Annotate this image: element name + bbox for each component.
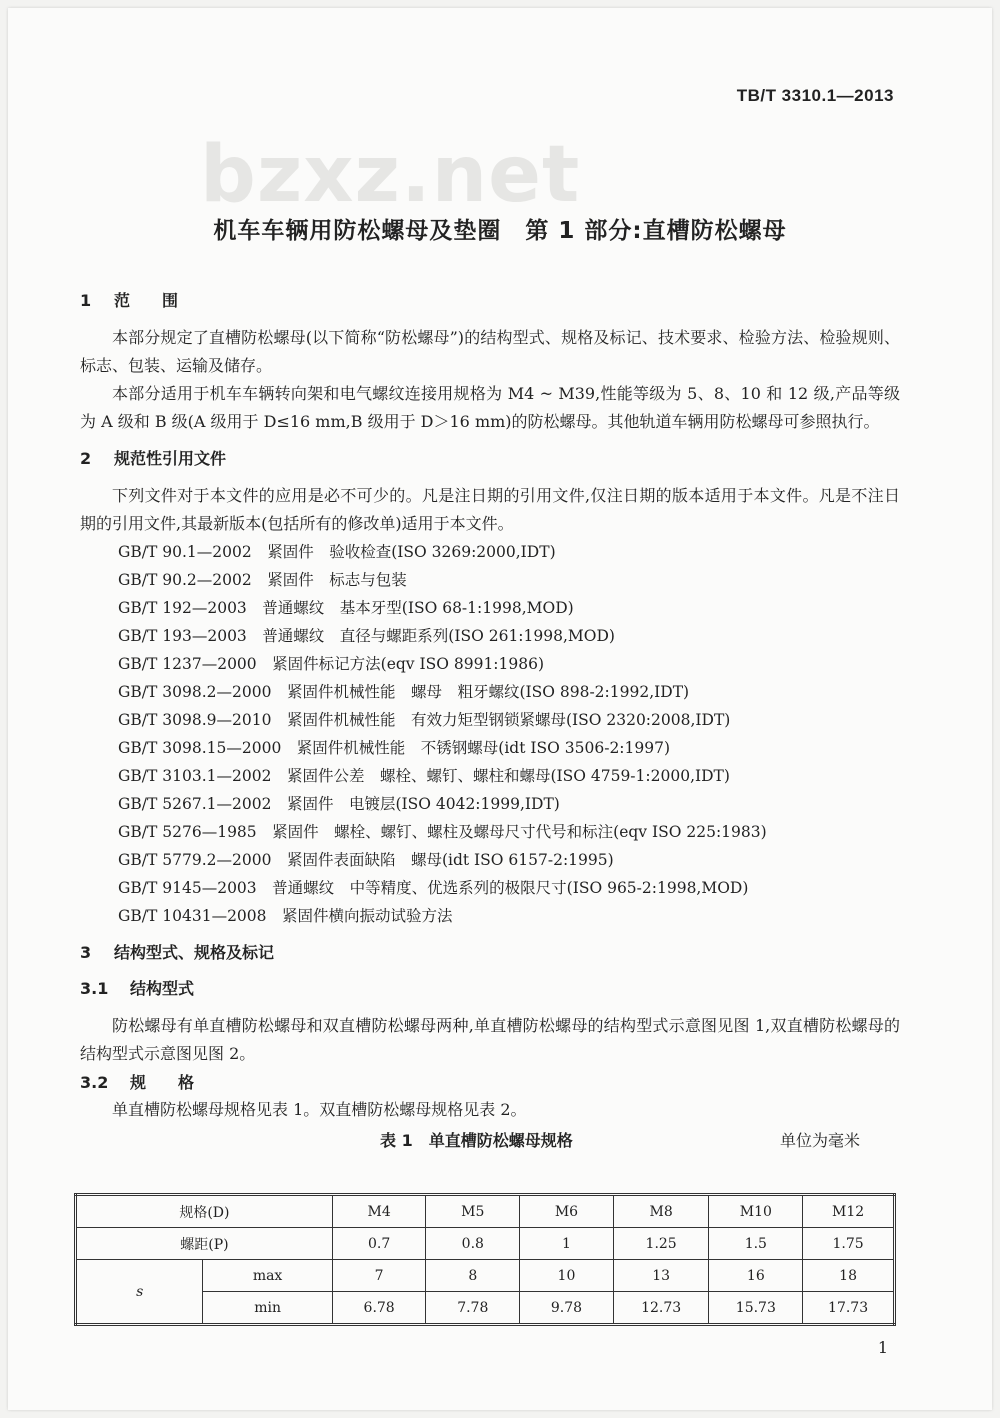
reference-item: GB/T 1237—2000 紧固件标记方法(eqv ISO 8991:1986) <box>118 655 545 673</box>
reference-item: GB/T 5276—1985 紧固件 螺栓、螺钉、螺柱及螺母尺寸代号和标注(eqv ISO 225:1983) <box>118 823 767 841</box>
section-2-heading <box>80 446 900 472</box>
table-cell: 12.73 <box>613 1292 709 1325</box>
table-cell: 0.8 <box>426 1228 520 1260</box>
section-3-1-heading <box>80 976 900 1002</box>
table-cell: 16 <box>709 1260 803 1292</box>
table-cell: M6 <box>520 1195 614 1228</box>
reference-item: GB/T 9145—2003 普通螺纹 中等精度、优选系列的极限尺寸(ISO 965-2:1998,MOD) <box>118 879 749 897</box>
reference-item: GB/T 5779.2—2000 紧固件表面缺陷 螺母(idt ISO 6157-2:1995) <box>118 851 614 869</box>
table-1-caption-row <box>80 1128 900 1154</box>
reference-item: GB/T 90.1—2002 紧固件 验收检查(ISO 3269:2000,IDT) <box>118 543 556 561</box>
section-3-heading <box>80 940 900 966</box>
row-subheader: min <box>203 1292 332 1325</box>
reference-item: GB/T 192—2003 普通螺纹 基本牙型(ISO 68-1:1998,MOD) <box>118 599 574 617</box>
table-cell: 1 <box>520 1228 614 1260</box>
section-1-heading <box>80 288 900 314</box>
reference-item: GB/T 3098.9—2010 紧固件机械性能 有效力矩型钢锁紧螺母(ISO 2320:2008,IDT) <box>118 711 731 729</box>
section-number: 3 <box>80 943 92 962</box>
page-number: 1 <box>877 1338 888 1357</box>
table-cell: 9.78 <box>520 1292 614 1325</box>
table-unit: 单位为毫米 <box>779 1131 860 1150</box>
reference-item: GB/T 5267.1—2002 紧固件 电镀层(ISO 4042:1999,IDT) <box>118 795 560 813</box>
table-cell: M8 <box>613 1195 709 1228</box>
table-cell: 1.75 <box>803 1228 895 1260</box>
watermark: bzxz.net <box>200 130 581 220</box>
section-number: 1 <box>80 291 92 310</box>
section-1-paragraph-1: 本部分规定了直槽防松螺母(以下简称“防松螺母”)的结构型式、规格及标记、技术要求、检验方法、检验规则、标志、包装、运输及储存。 <box>80 328 900 375</box>
subsection-title: 结构型式 <box>130 979 195 998</box>
section-title: 范 围 <box>114 291 179 310</box>
section-3-2-heading <box>80 1070 900 1096</box>
table-row <box>76 1228 895 1260</box>
section-1-paragraph-2: 本部分适用于机车车辆转向架和电气螺纹连接用规格为 M4 ~ M39,性能等级为 5、8、10 和 12 级,产品等级为 A 级和 B 级(A 级用于 D≤16 mm,B 级用于 D＞16 mm)的防松螺母。其他轨道车辆用防松螺母可参照执行。 <box>80 384 900 431</box>
row-subheader: max <box>203 1260 332 1292</box>
reference-item: GB/T 3098.15—2000 紧固件机械性能 不锈钢螺母(idt ISO 3506-2:1997) <box>118 739 671 757</box>
section-3-1-paragraph: 防松螺母有单直槽防松螺母和双直槽防松螺母两种,单直槽防松螺母的结构型式示意图见图 1,双直槽防松螺母的结构型式示意图见图 2。 <box>80 1016 900 1063</box>
table-cell: M12 <box>803 1195 895 1228</box>
document-body <box>80 288 900 1154</box>
table-cell: 6.78 <box>332 1292 426 1325</box>
normative-references-list <box>80 538 900 930</box>
reference-item: GB/T 10431—2008 紧固件横向振动试验方法 <box>118 907 453 925</box>
table-row <box>76 1260 895 1292</box>
table-cell: 7.78 <box>426 1292 520 1325</box>
reference-item: GB/T 3098.2—2000 紧固件机械性能 螺母 粗牙螺纹(ISO 898-2:1992,IDT) <box>118 683 690 701</box>
subsection-title: 规 格 <box>130 1073 195 1092</box>
document-title: 机车车辆用防松螺母及垫圈 第 1 部分:直槽防松螺母 <box>213 218 787 244</box>
table-cell: 13 <box>613 1260 709 1292</box>
subsection-number: 3.2 <box>80 1073 109 1092</box>
reference-item: GB/T 90.2—2002 紧固件 标志与包装 <box>118 571 407 589</box>
table-row <box>76 1195 895 1228</box>
standard-code: TB/T 3310.1—2013 <box>736 86 894 105</box>
section-title: 结构型式、规格及标记 <box>114 943 275 962</box>
section-2-paragraph: 下列文件对于本文件的应用是必不可少的。凡是注日期的引用文件,仅注日期的版本适用于本文件。凡是不注日期的引用文件,其最新版本(包括所有的修改单)适用于本文件。 <box>80 486 900 533</box>
reference-item: GB/T 3103.1—2002 紧固件公差 螺栓、螺钉、螺柱和螺母(ISO 4759-1:2000,IDT) <box>118 767 730 785</box>
table-cell: 1.5 <box>709 1228 803 1260</box>
reference-item: GB/T 193—2003 普通螺纹 直径与螺距系列(ISO 261:1998,MOD) <box>118 627 615 645</box>
table-cell: 17.73 <box>803 1292 895 1325</box>
section-3-2-paragraph: 单直槽防松螺母规格见表 1。双直槽防松螺母规格见表 2。 <box>112 1100 527 1119</box>
table-cell: 15.73 <box>709 1292 803 1325</box>
table-caption: 表 1 单直槽防松螺母规格 <box>380 1131 573 1150</box>
table-cell: 8 <box>426 1260 520 1292</box>
table-cell: 10 <box>520 1260 614 1292</box>
row-header: s <box>76 1260 203 1325</box>
table-cell: 1.25 <box>613 1228 709 1260</box>
row-header: 螺距(P) <box>76 1228 333 1260</box>
table-cell: M5 <box>426 1195 520 1228</box>
table-1-spec <box>74 1193 896 1326</box>
row-header: 规格(D) <box>76 1195 333 1228</box>
section-title: 规范性引用文件 <box>114 449 227 468</box>
section-number: 2 <box>80 449 92 468</box>
table-cell: 18 <box>803 1260 895 1292</box>
table-cell: M4 <box>332 1195 426 1228</box>
table-cell: 0.7 <box>332 1228 426 1260</box>
subsection-number: 3.1 <box>80 979 109 998</box>
table-cell: M10 <box>709 1195 803 1228</box>
table-cell: 7 <box>332 1260 426 1292</box>
